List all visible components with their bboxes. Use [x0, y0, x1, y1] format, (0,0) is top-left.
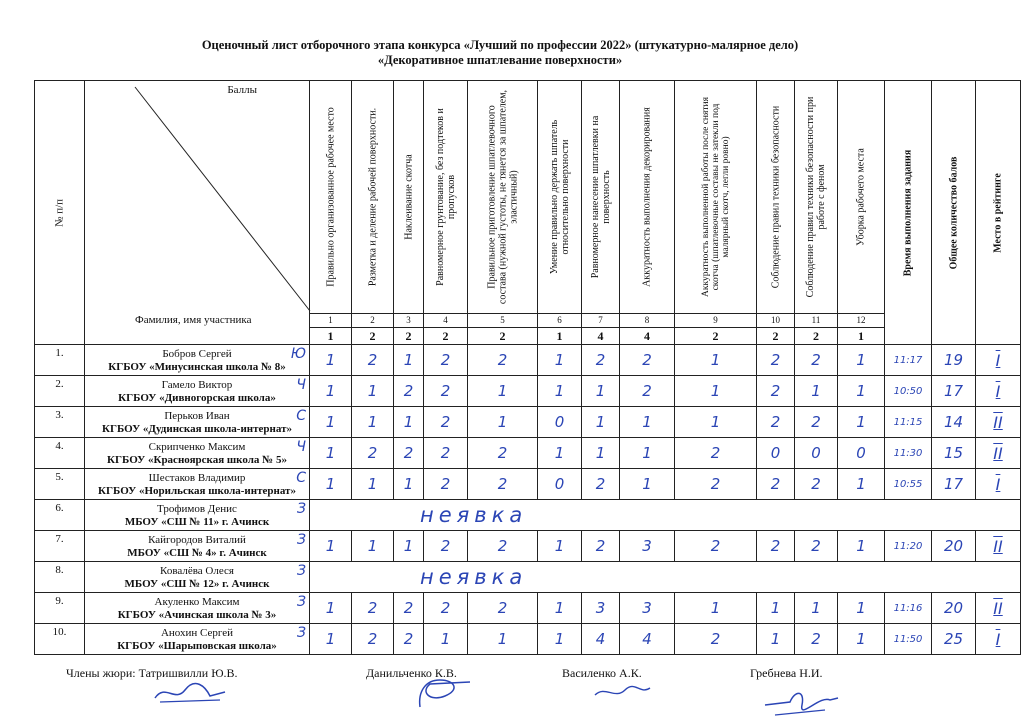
- score-cell: 2: [394, 376, 424, 407]
- score-cell: 0: [757, 438, 795, 469]
- score-cell: 2: [582, 531, 620, 562]
- criterion-header: Правильное приготовление шпатлевочного состава (нужной густоты, не тянется за шпателем, эластичный): [468, 81, 538, 314]
- rank-cell: I: [976, 345, 1021, 376]
- total-cell: 15: [932, 438, 976, 469]
- handwritten-code: З: [297, 563, 306, 579]
- total-header-cell: Общее количество балов: [932, 81, 976, 345]
- score-cell: 2: [795, 407, 838, 438]
- total-cell: 20: [932, 531, 976, 562]
- score-cell: 1: [757, 624, 795, 655]
- participant-row: [35, 376, 1021, 407]
- score-cell: 2: [795, 531, 838, 562]
- participant-name: Шестаков Владимир: [148, 472, 246, 484]
- max-points: 4: [582, 328, 620, 345]
- row-number: 5.: [35, 469, 85, 500]
- time-cell: 11:17: [885, 345, 932, 376]
- score-cell: 2: [394, 624, 424, 655]
- participant-row: [35, 531, 1021, 562]
- criterion-number: 11: [795, 314, 838, 328]
- row-number: 7.: [35, 531, 85, 562]
- signature-3: [590, 680, 660, 705]
- score-cell: 1: [310, 438, 352, 469]
- handwritten-code: З: [297, 594, 306, 610]
- score-cell: 1: [310, 407, 352, 438]
- max-points: 2: [468, 328, 538, 345]
- absence-note: неявка: [310, 562, 1021, 593]
- participant-cell: [85, 345, 310, 376]
- score-cell: 1: [538, 593, 582, 624]
- total-cell: 17: [932, 469, 976, 500]
- rank-cell: II: [976, 407, 1021, 438]
- score-cell: 1: [424, 624, 468, 655]
- score-cell: 3: [620, 593, 675, 624]
- score-cell: 2: [468, 438, 538, 469]
- score-cell: 1: [675, 376, 757, 407]
- score-cell: 1: [310, 345, 352, 376]
- row-number: 10.: [35, 624, 85, 655]
- rank-cell: I: [976, 376, 1021, 407]
- time-cell: 10:55: [885, 469, 932, 500]
- participant-cell: [85, 407, 310, 438]
- score-cell: 1: [468, 624, 538, 655]
- handwritten-code: З: [297, 532, 306, 548]
- row-number: 6.: [35, 500, 85, 531]
- score-cell: 2: [352, 438, 394, 469]
- score-cell: 2: [757, 531, 795, 562]
- score-cell: 1: [838, 624, 885, 655]
- score-cell: 2: [468, 469, 538, 500]
- diagonal-line: [85, 81, 310, 343]
- score-cell: 2: [352, 624, 394, 655]
- score-cell: 2: [424, 593, 468, 624]
- score-cell: 1: [310, 376, 352, 407]
- row-number: 8.: [35, 562, 85, 593]
- jury-label: Члены жюри: Татришвилли Ю.В.: [66, 666, 238, 680]
- criterion-header: Аккуратность выполнения декорирования: [620, 81, 675, 314]
- criterion-number: 7: [582, 314, 620, 328]
- time-cell: 11:50: [885, 624, 932, 655]
- criterion-header: Соблюдение правил техники безопасности при работе с феном: [795, 81, 838, 314]
- criterion-number: 12: [838, 314, 885, 328]
- criterion-header: Уборка рабочего места: [838, 81, 885, 314]
- header-row: [35, 81, 1021, 314]
- score-cell: 1: [538, 624, 582, 655]
- signature-4: [760, 680, 840, 720]
- max-points: 2: [795, 328, 838, 345]
- score-cell: 1: [538, 438, 582, 469]
- score-cell: 1: [538, 531, 582, 562]
- participant-name: Бобров Сергей: [162, 348, 232, 360]
- participant-label: Фамилия, имя участника: [135, 314, 252, 326]
- score-cell: 2: [424, 407, 468, 438]
- handwritten-code: С: [296, 408, 306, 424]
- participant-school: КГБОУ «Норильская школа-интернат»: [98, 485, 296, 497]
- total-cell: 20: [932, 593, 976, 624]
- participant-row: [35, 407, 1021, 438]
- score-cell: 1: [838, 531, 885, 562]
- participant-cell: [85, 500, 310, 531]
- score-cell: 2: [394, 593, 424, 624]
- handwritten-code: С: [296, 470, 306, 486]
- rank-cell: II: [976, 593, 1021, 624]
- score-cell: 1: [352, 469, 394, 500]
- score-cell: 2: [620, 376, 675, 407]
- jury-member-3: Василенко А.К.: [562, 666, 642, 680]
- score-cell: 0: [838, 438, 885, 469]
- handwritten-code: Ч: [296, 439, 306, 455]
- score-cell: 3: [582, 593, 620, 624]
- score-cell: 2: [424, 376, 468, 407]
- score-cell: 2: [468, 593, 538, 624]
- score-cell: 2: [795, 345, 838, 376]
- row-number: 3.: [35, 407, 85, 438]
- score-cell: 2: [757, 345, 795, 376]
- criterion-header: Соблюдение правил техники безопасности: [757, 81, 795, 314]
- participant-cell: [85, 438, 310, 469]
- score-cell: 1: [352, 376, 394, 407]
- score-cell: 1: [394, 407, 424, 438]
- score-cell: 2: [620, 345, 675, 376]
- score-cell: 1: [838, 469, 885, 500]
- max-points: 2: [424, 328, 468, 345]
- criterion-header: Правильно организованное рабочее место: [310, 81, 352, 314]
- participant-school: КГБОУ «Дивногорская школа»: [118, 392, 276, 404]
- participant-name: Трофимов Денис: [157, 503, 237, 515]
- participant-name: Гамело Виктор: [161, 379, 233, 391]
- participant-school: КГБОУ «Шарыповская школа»: [117, 640, 277, 652]
- criterion-header: Наклеивание скотча: [394, 81, 424, 314]
- participant-row: [35, 562, 1021, 593]
- participant-cell: [85, 562, 310, 593]
- score-cell: 1: [795, 593, 838, 624]
- score-cell: 1: [838, 407, 885, 438]
- score-cell: 1: [620, 438, 675, 469]
- diagonal-header-cell: [85, 81, 310, 345]
- criterion-number: 3: [394, 314, 424, 328]
- participant-row: [35, 345, 1021, 376]
- page-title: Оценочный лист отборочного этапа конкурса «Лучший по профессии 2022» (штукатурно-малярное дело): [201, 38, 799, 52]
- participant-name: Акуленко Максим: [154, 596, 240, 608]
- score-cell: 2: [424, 438, 468, 469]
- score-cell: 1: [582, 376, 620, 407]
- score-cell: 2: [352, 593, 394, 624]
- score-cell: 1: [394, 469, 424, 500]
- signature-1: [150, 678, 230, 708]
- score-cell: 2: [424, 345, 468, 376]
- num-header-cell: [35, 81, 85, 345]
- participant-row: [35, 593, 1021, 624]
- total-cell: 17: [932, 376, 976, 407]
- total-cell: 19: [932, 345, 976, 376]
- score-cell: 1: [352, 531, 394, 562]
- score-cell: 2: [795, 624, 838, 655]
- score-cell: 0: [538, 469, 582, 500]
- score-cell: 1: [310, 593, 352, 624]
- score-cell: 2: [468, 345, 538, 376]
- score-cell: 2: [424, 531, 468, 562]
- participant-school: КГБОУ «Красноярская школа № 5»: [107, 454, 287, 466]
- score-cell: 1: [310, 469, 352, 500]
- score-cell: 2: [424, 469, 468, 500]
- participant-name: Скрипченко Максим: [148, 441, 246, 453]
- score-cell: 2: [675, 438, 757, 469]
- max-points: 1: [310, 328, 352, 345]
- absence-note: неявка: [310, 500, 1021, 531]
- max-points: 2: [675, 328, 757, 345]
- participant-school: МБОУ «СШ № 12» г. Ачинск: [124, 578, 270, 590]
- rank-cell: I: [976, 624, 1021, 655]
- rank-cell: I: [976, 469, 1021, 500]
- max-points: 4: [620, 328, 675, 345]
- time-cell: 11:15: [885, 407, 932, 438]
- handwritten-code: З: [297, 625, 306, 641]
- max-points: 1: [838, 328, 885, 345]
- max-points: 2: [394, 328, 424, 345]
- participant-name: Кайгородов Виталий: [148, 534, 246, 546]
- score-cell: 2: [394, 438, 424, 469]
- score-cell: 1: [310, 531, 352, 562]
- score-cell: 1: [394, 531, 424, 562]
- time-header-cell: Время выполнения задания: [885, 81, 932, 345]
- rank-cell: II: [976, 531, 1021, 562]
- score-cell: 4: [620, 624, 675, 655]
- signature-2: [400, 672, 480, 712]
- participant-cell: [85, 469, 310, 500]
- score-cell: 1: [468, 407, 538, 438]
- time-cell: 11:16: [885, 593, 932, 624]
- score-cell: 1: [538, 345, 582, 376]
- participant-cell: [85, 531, 310, 562]
- score-cell: 1: [582, 438, 620, 469]
- score-cell: 2: [582, 469, 620, 500]
- participant-name: Ковалёва Олеся: [160, 565, 234, 577]
- criterion-number: 10: [757, 314, 795, 328]
- score-cell: 4: [582, 624, 620, 655]
- score-cell: 2: [675, 469, 757, 500]
- score-cell: 1: [468, 376, 538, 407]
- criterion-number: 8: [620, 314, 675, 328]
- score-cell: 1: [675, 345, 757, 376]
- criterion-number: 9: [675, 314, 757, 328]
- score-cell: 1: [620, 407, 675, 438]
- score-cell: 1: [620, 469, 675, 500]
- jury-member-4: Гребнева Н.И.: [750, 666, 823, 680]
- max-points: 2: [352, 328, 394, 345]
- participant-cell: [85, 624, 310, 655]
- criterion-header: Умение правильно держать шпатель относительно поверхности: [538, 81, 582, 314]
- score-cell: 2: [352, 345, 394, 376]
- criterion-number: 5: [468, 314, 538, 328]
- points-label: Баллы: [227, 84, 257, 96]
- score-cell: 1: [582, 407, 620, 438]
- score-cell: 1: [310, 624, 352, 655]
- time-cell: 11:30: [885, 438, 932, 469]
- time-cell: 11:20: [885, 531, 932, 562]
- score-cell: 1: [538, 376, 582, 407]
- criterion-number: 4: [424, 314, 468, 328]
- rank-header-cell: Место в рейтинге: [976, 81, 1021, 345]
- participant-school: КГБОУ «Минусинская школа № 8»: [108, 361, 286, 373]
- score-cell: 2: [582, 345, 620, 376]
- participant-name: Перьков Иван: [164, 410, 230, 422]
- time-cell: 10:50: [885, 376, 932, 407]
- criterion-header: Разметка и деление рабочей поверхности.: [352, 81, 394, 314]
- total-cell: 14: [932, 407, 976, 438]
- participant-school: КГБОУ «Ачинская школа № 3»: [117, 609, 277, 621]
- max-points: 1: [538, 328, 582, 345]
- score-cell: 1: [838, 376, 885, 407]
- score-cell: 1: [675, 593, 757, 624]
- participant-row: [35, 438, 1021, 469]
- score-cell: 3: [620, 531, 675, 562]
- page-subtitle: «Декоративное шпатлевание поверхности»: [377, 53, 623, 67]
- score-cell: 1: [394, 345, 424, 376]
- evaluation-table: [34, 80, 1021, 655]
- criterion-header: Аккуратность выполненной работы после снятия скотча (шпатлевочные составы не затекли под малярный скотч, легли ровно): [675, 81, 757, 314]
- score-cell: 0: [538, 407, 582, 438]
- score-cell: 1: [675, 407, 757, 438]
- score-cell: 0: [795, 438, 838, 469]
- criterion-header: Равномерное грунтование, без подтеков и пропусков: [424, 81, 468, 314]
- score-cell: 1: [838, 593, 885, 624]
- participant-cell: [85, 376, 310, 407]
- score-cell: 2: [468, 531, 538, 562]
- participant-row: [35, 500, 1021, 531]
- participant-row: [35, 469, 1021, 500]
- handwritten-code: Ю: [290, 346, 306, 362]
- handwritten-code: Ч: [296, 377, 306, 393]
- participant-school: МБОУ «СШ № 11» г. Ачинск: [124, 516, 270, 528]
- score-cell: 1: [838, 345, 885, 376]
- criterion-number: 2: [352, 314, 394, 328]
- participant-cell: [85, 593, 310, 624]
- score-cell: 2: [757, 407, 795, 438]
- participant-school: КГБОУ «Дудинская школа-интернат»: [101, 423, 292, 435]
- score-cell: 1: [757, 593, 795, 624]
- num-header: № п/п: [53, 198, 65, 227]
- score-cell: 1: [352, 407, 394, 438]
- max-points: 2: [757, 328, 795, 345]
- score-cell: 2: [675, 624, 757, 655]
- row-number: 4.: [35, 438, 85, 469]
- jury-member-2: Данильченко К.В.: [366, 666, 457, 680]
- criterion-number: 1: [310, 314, 352, 328]
- score-cell: 2: [675, 531, 757, 562]
- criterion-header: Равномерное нанесение шпатлевки на поверхность: [582, 81, 620, 314]
- row-number: 9.: [35, 593, 85, 624]
- score-cell: 1: [795, 376, 838, 407]
- row-number: 1.: [35, 345, 85, 376]
- total-cell: 25: [932, 624, 976, 655]
- score-cell: 2: [757, 469, 795, 500]
- score-cell: 2: [795, 469, 838, 500]
- row-number: 2.: [35, 376, 85, 407]
- criterion-number: 6: [538, 314, 582, 328]
- rank-cell: II: [976, 438, 1021, 469]
- participant-name: Анохин Сергей: [160, 627, 234, 639]
- participant-school: МБОУ «СШ № 4» г. Ачинск: [127, 547, 267, 559]
- handwritten-code: З: [297, 501, 306, 517]
- score-cell: 2: [757, 376, 795, 407]
- participant-row: [35, 624, 1021, 655]
